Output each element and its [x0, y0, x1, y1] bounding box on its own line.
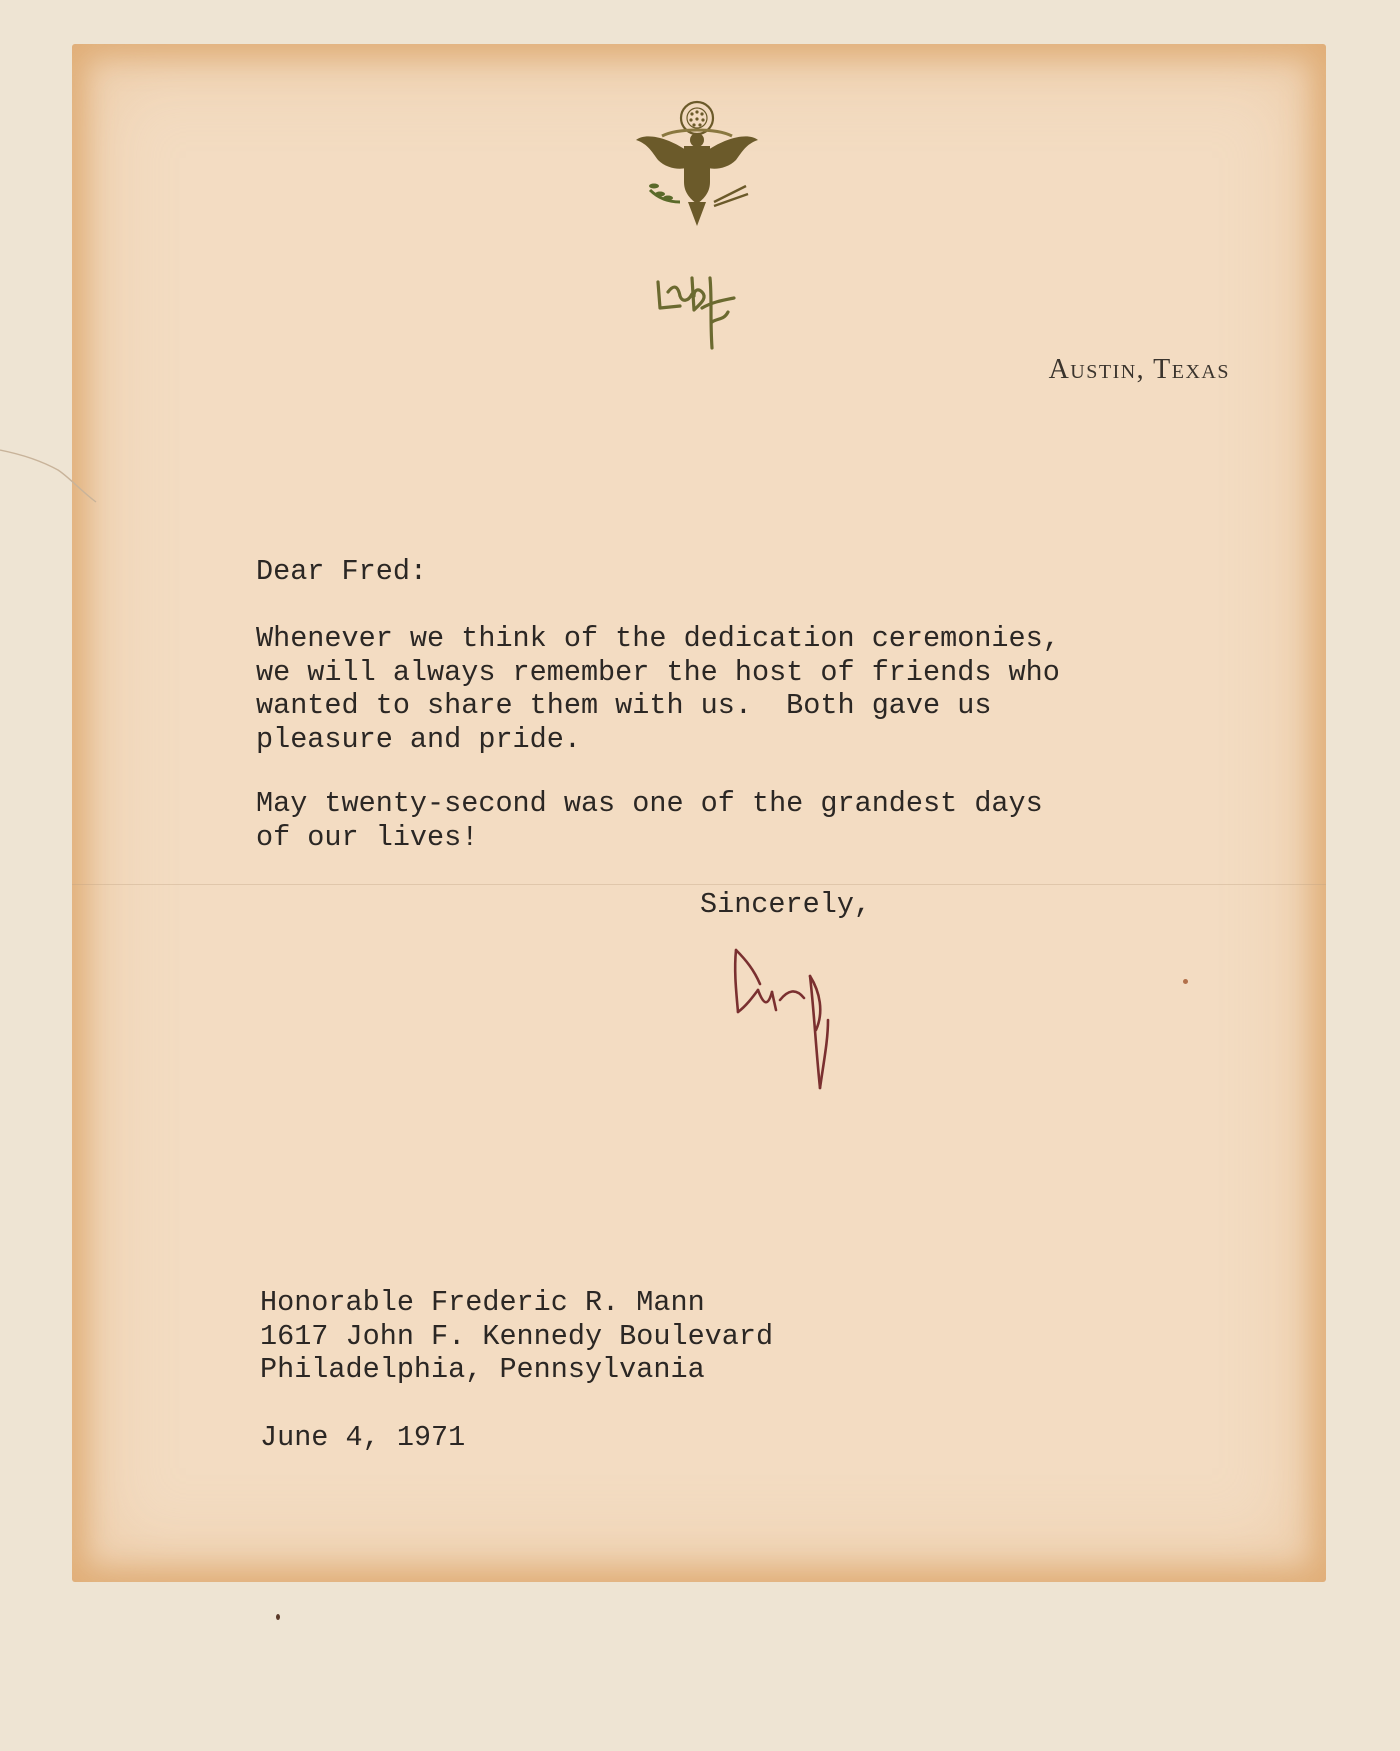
signature [724, 940, 874, 1100]
letter-date: June 4, 1971 [260, 1421, 466, 1454]
paper-speck [1183, 979, 1188, 984]
salutation: Dear Fred: [256, 555, 428, 588]
body-paragraph-2: May twenty-second was one of the grandest days of our lives! [256, 787, 1043, 854]
fold-crease [72, 884, 1326, 885]
presidential-seal-icon [628, 90, 766, 238]
closing: Sincerely, [700, 888, 872, 921]
paper-tear [0, 440, 110, 520]
recipient-address: Honorable Frederic R. Mann 1617 John F. Kennedy Boulevard Philadelphia, Pennsylvania [260, 1286, 774, 1386]
body-paragraph-1: Whenever we think of the dedication ceremonies, we will always remember the host of friends who wanted to share them with us. Both gave us pleasure and pride. [256, 622, 1060, 756]
monogram-icon [652, 268, 752, 368]
paper-speck [276, 1614, 280, 1620]
letterhead-place: Austin, Texas [1048, 354, 1230, 385]
